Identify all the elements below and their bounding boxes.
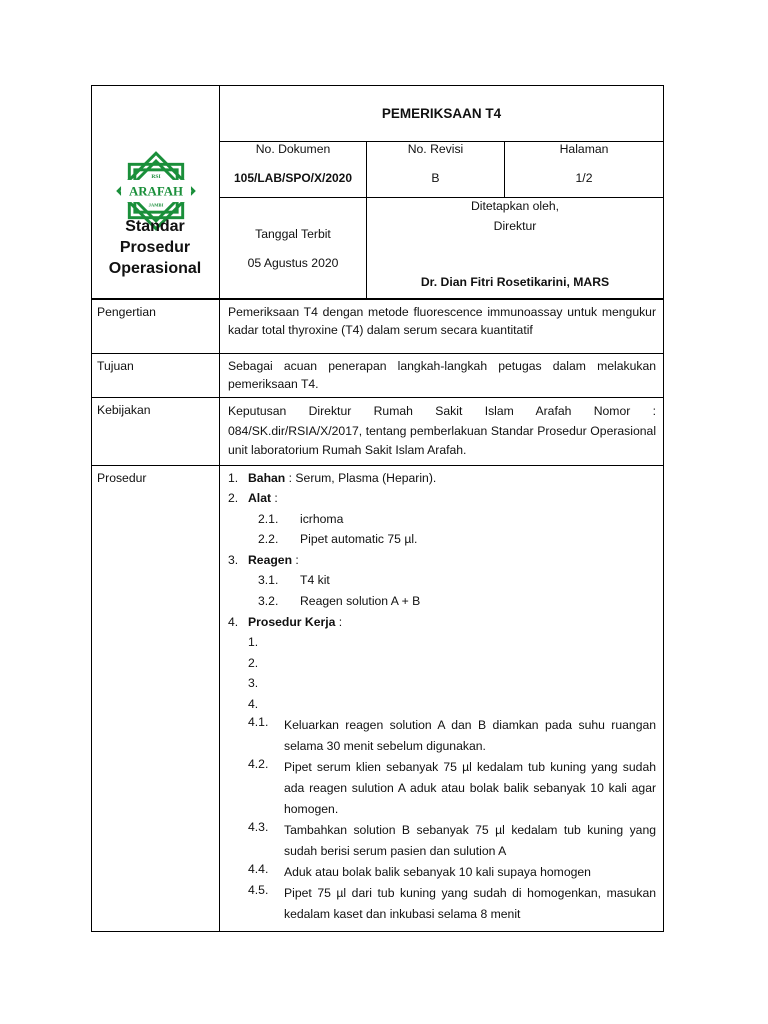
proc-num: 3. [228,552,239,567]
sub-num: 2.1. [258,511,279,526]
revision-label: No. Revisi [407,142,464,156]
approval-line1: Ditetapkan oleh, [470,199,560,213]
sop-document [91,85,663,932]
doc-number-label: No. Dokumen [255,142,331,156]
pengertian-text: Pemeriksaan T4 dengan metode fluorescence immunoassay untuk mengukur kadar total thyroxine (T4) dalam serum secara kuantitatif [220,300,664,354]
prosedur-label: Prosedur [92,465,220,931]
sub-text: icrhoma [300,511,344,526]
proc-subitem [228,570,656,591]
proc-rest: : Serum, Plasma (Heparin). [285,470,437,485]
procedure-step [228,862,656,883]
issue-label: Tanggal Terbit [255,226,331,241]
doc-number-value: 105/LAB/SPO/X/2020 [233,171,353,185]
procedure-step [228,757,656,820]
doc-number-cell [220,142,367,198]
sop-line3: Operasional [108,260,202,277]
prosedur-content [220,465,664,931]
proc-num: 2. [228,491,239,506]
step-num: 4.3. [248,819,269,834]
revision-value: B [431,171,440,185]
proc-item-alat [228,488,656,509]
sop-line2: Prosedur [119,239,191,256]
approval-line2: Direktur [493,219,537,233]
step-num: 4.1. [248,714,269,729]
procedure-step [228,820,656,862]
blank-number: 3. [248,676,259,691]
page-label: Halaman [559,142,609,156]
proc-head: Reagen [248,552,293,567]
step-text: Pipet serum klien sebanyak 75 µl kedalam tub kuning yang sudah ada reagen sulution A aduk atau bolak balik sebanyak 10 kali agar homogen. [284,759,657,816]
proc-head: Bahan [248,470,286,485]
proc-item-bahan [228,468,656,489]
kebijakan-text: Keputusan Direktur Rumah Sakit Islam Arafah Nomor : 084/SK.dir/RSIA/X/2017, tentang pemberlakuan Standar Prosedur Operasional unit laboratorium Rumah Sakit Islam Arafah. [220,398,664,466]
approver-name: Dr. Dian Fitri Rosetikarini, MARS [420,275,610,289]
sop-table [91,85,664,932]
sub-num: 3.2. [258,594,279,609]
proc-item-kerja [228,612,656,633]
sub-text: Reagen solution A + B [300,594,421,609]
procedure-step [228,883,656,925]
step-num: 4.4. [248,861,269,876]
approval-cell [367,198,664,299]
revision-cell [367,142,505,198]
logo-bottom-text: JAMBI [148,202,163,208]
kebijakan-label: Kebijakan [92,398,220,466]
step-text: Pipet 75 µl dari tub kuning yang sudah di homogenkan, masukan kedalam kaset dan inkubasi selama 8 menit [284,885,657,921]
page-cell [505,142,664,198]
tujuan-text: Sebagai acuan penerapan langkah-langkah petugas dalam melakukan pemeriksaan T4. [220,354,664,398]
document-title: PEMERIKSAAN T4 [220,86,664,142]
proc-head: Alat [248,491,272,506]
tujuan-label: Tujuan [92,354,220,398]
step-text: Aduk atau bolak balik sebanyak 10 kali supaya homogen [284,864,591,879]
proc-rest: : [271,491,278,506]
procedure-step [228,715,656,757]
step-num: 4.5. [248,882,269,897]
proc-subitem [228,509,656,530]
sub-num: 3.1. [258,573,279,588]
proc-num: 4. [228,614,239,629]
page-value: 1/2 [575,171,593,185]
logo-top-text: RSI [150,173,161,180]
proc-num: 1. [228,470,239,485]
proc-subitem [228,591,656,612]
step-num: 4.2. [248,756,269,771]
step-text: Tambahkan solution B sebanyak 75 µl kedalam tub kuning yang sudah berisi serum pasien dan sulution A [284,822,657,858]
proc-rest: : [292,552,299,567]
issue-date: 05 Agustus 2020 [247,255,339,270]
sub-text: Pipet automatic 75 µl. [300,532,418,547]
issue-cell [220,198,367,299]
blank-number: 4. [248,697,259,712]
sop-line1: Standar [125,218,185,235]
sub-num: 2.2. [258,532,279,547]
logo-cell [92,86,220,299]
blank-number: 2. [248,655,259,670]
proc-rest: : [335,614,343,629]
proc-subitem [228,529,656,550]
blank-number: 1. [248,635,259,650]
proc-head: Prosedur Kerja [248,614,336,629]
hospital-logo [110,145,202,237]
logo-main-text: ARAFAH [128,184,183,199]
proc-item-reagen [228,550,656,571]
sub-text: T4 kit [300,573,330,588]
pengertian-label: Pengertian [92,300,220,354]
step-text: Keluarkan reagen solution A dan B diamkan pada suhu ruangan selama 30 menit sebelum digunakan. [284,717,657,753]
